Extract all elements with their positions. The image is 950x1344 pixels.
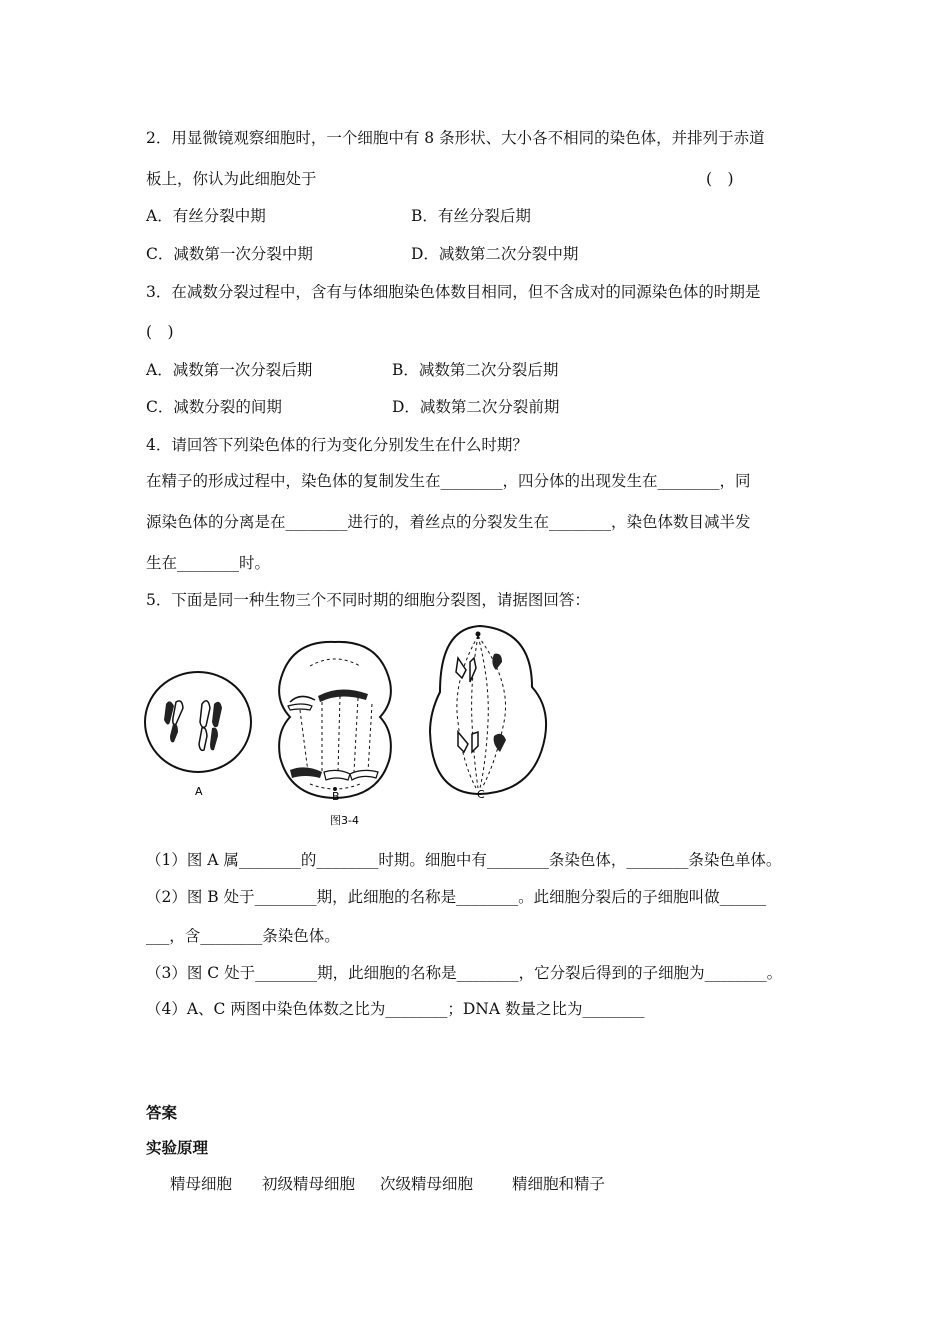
q2-option-d: D．减数第二次分裂中期 bbox=[411, 245, 579, 263]
q4-line2: 在精子的形成过程中，染色体的复制发生在________，四分体的出现发生在________，同 bbox=[146, 472, 751, 490]
figure-label-c: C bbox=[477, 788, 485, 801]
q2-line2: 板上，你认为此细胞处于 bbox=[146, 170, 317, 188]
q5-sub2-line1: （2）图 B 处于________期，此细胞的名称是________。此细胞分裂后的子细胞叫做______ bbox=[146, 888, 767, 906]
answers-heading: 答案 bbox=[146, 1104, 178, 1122]
q4-line3: 源染色体的分离是在________进行的，着丝点的分裂发生在________，染色体数目减半发 bbox=[146, 513, 751, 531]
q5-sub3: （3）图 C 处于________期，此细胞的名称是________，它分裂后得到的子细胞为________。 bbox=[146, 964, 783, 982]
cell-c-drawing bbox=[430, 626, 546, 794]
answer-item: 精母细胞 bbox=[170, 1175, 233, 1193]
answer-item: 初级精母细胞 bbox=[262, 1175, 356, 1193]
cell-division-diagram bbox=[140, 622, 560, 832]
figure-caption: 图3-4 bbox=[330, 814, 359, 827]
q5-line1: 5．下面是同一种生物三个不同时期的细胞分裂图，请据图回答： bbox=[146, 591, 590, 609]
answer-item: 次级精母细胞 bbox=[380, 1175, 474, 1193]
q3-option-b: B．减数第二次分裂后期 bbox=[392, 361, 559, 379]
q5-sub4: （4）A、C 两图中染色体数之比为________；DNA 数量之比为________ bbox=[146, 1000, 645, 1018]
q2-line1: 2．用显微镜观察细胞时，一个细胞中有 8 条形状、大小各不相同的染色体，并排列于赤道 bbox=[146, 129, 765, 147]
q2-option-c: C．减数第一次分裂中期 bbox=[146, 245, 313, 263]
q3-paren: ( ) bbox=[146, 323, 174, 341]
q5-sub2-line2: ___，含________条染色体。 bbox=[146, 927, 340, 945]
answer-item: 精细胞和精子 bbox=[512, 1175, 606, 1193]
figure-label-b: B bbox=[332, 790, 340, 803]
q5-sub1: （1）图 A 属________的________时期。细胞中有________条染色体，________条染色单体。 bbox=[146, 851, 782, 869]
q2-option-a: A．有丝分裂中期 bbox=[146, 207, 266, 225]
q3-option-c: C．减数分裂的间期 bbox=[146, 398, 282, 416]
q3-option-d: D．减数第二次分裂前期 bbox=[392, 398, 560, 416]
q2-paren: ( ) bbox=[706, 170, 734, 188]
q2-option-b: B．有丝分裂后期 bbox=[411, 207, 531, 225]
q3-line1: 3．在减数分裂过程中，含有与体细胞染色体数目相同，但不含成对的同源染色体的时期是 bbox=[146, 283, 761, 301]
cell-a-drawing bbox=[145, 672, 251, 772]
q4-line1: 4．请回答下列染色体的行为变化分别发生在什么时期？ bbox=[146, 436, 528, 454]
q3-option-a: A．减数第一次分裂后期 bbox=[146, 361, 313, 379]
figure-label-a: A bbox=[195, 785, 203, 798]
cell-division-figure bbox=[140, 622, 560, 832]
q4-line4: 生在________时。 bbox=[146, 554, 271, 572]
answers-subheading: 实验原理 bbox=[146, 1139, 209, 1157]
cell-b-drawing bbox=[279, 642, 391, 798]
